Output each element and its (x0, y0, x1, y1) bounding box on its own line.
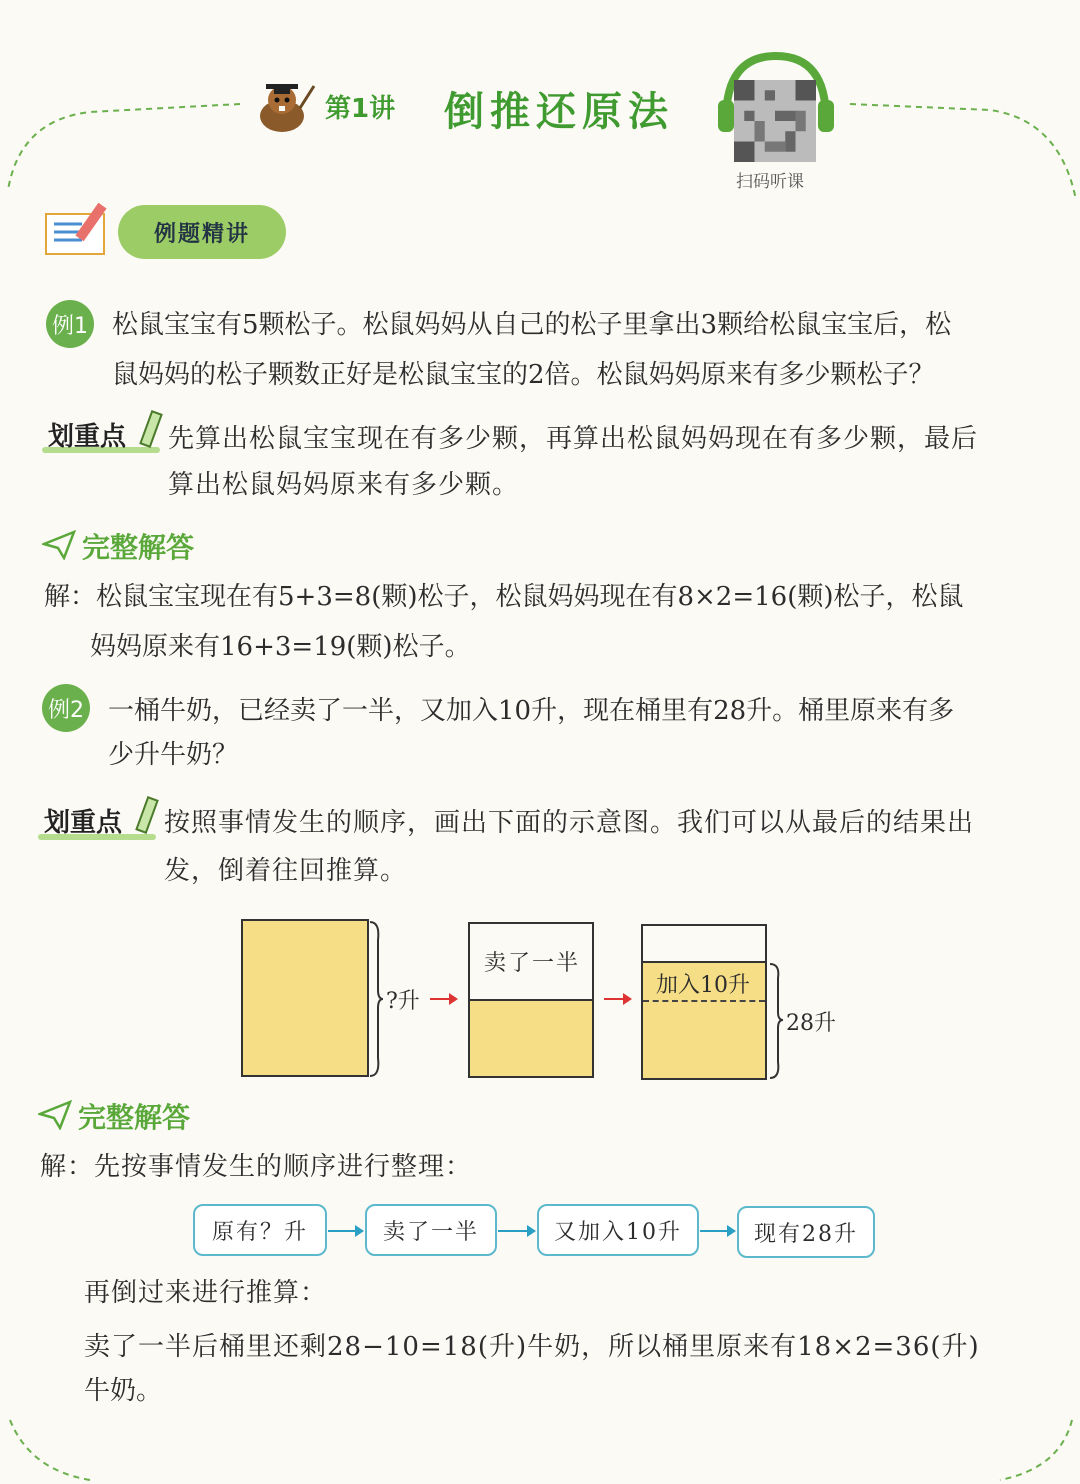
example-2-question-line-2: 少升牛奶？ (108, 740, 239, 770)
key-point-1-line-2: 算出松鼠妈妈原来有多少颗。 (168, 470, 520, 500)
key-point-2-line-2: 发，倒着往回推算。 (164, 856, 408, 886)
paper-plane-icon (38, 1100, 72, 1130)
pencil-icon (132, 794, 162, 842)
half-line (468, 999, 594, 1001)
brace-now (768, 962, 784, 1080)
section-tag (118, 205, 286, 259)
reverse-line-2: 牛奶。 (84, 1376, 163, 1406)
example-1-question-line-1: 松鼠宝宝有5颗松子。松鼠妈妈从自己的松子里拿出3颗给松鼠宝宝后，松 (112, 310, 952, 340)
section-tag-label: 例题精讲 (153, 221, 250, 247)
added-label: 加入10升 (656, 973, 750, 998)
key-point-label-2: 划重点 (44, 808, 123, 838)
example-1-question-line-2: 鼠妈妈的松子颗数正好是松鼠宝宝的2倍。松鼠妈妈原来有多少颗松子？ (112, 360, 935, 390)
key-point-label-1: 划重点 (48, 422, 127, 452)
answer-1-line-1: 解：松鼠宝宝现在有5+3=8(颗)松子，松鼠妈妈现在有8×2=16(颗)松子，松鼠 (44, 582, 964, 612)
answer-heading-2: 完整解答 (78, 1101, 191, 1134)
flow-step-1: 原有？升 (193, 1204, 327, 1256)
flow-arrow-2 (498, 1230, 534, 1232)
paper-plane-icon (42, 530, 76, 560)
added-dashed-line (643, 1000, 765, 1002)
added-line (641, 961, 767, 963)
answer-1-line-2: 妈妈原来有16+3=19(颗)松子。 (90, 632, 471, 662)
answer-2-intro: 解：先按事情发生的顺序进行整理： (40, 1152, 473, 1182)
example-2-question-line-1: 一桶牛奶，已经卖了一半，又加入10升，现在桶里有28升。桶里原来有多 (108, 696, 955, 726)
full-bucket (241, 919, 369, 1077)
arrow-2 (604, 998, 630, 1000)
reverse-line-1: 卖了一半后桶里还剩28−10=18(升)牛奶，所以桶里原来有18×2=36(升) (84, 1332, 980, 1362)
flow-arrow-1 (328, 1230, 362, 1232)
reverse-intro: 再倒过来进行推算： (84, 1278, 328, 1308)
flow-arrow-3 (700, 1230, 734, 1232)
refilled-bucket (641, 924, 767, 1080)
unknown-amount-label: ?升 (386, 989, 420, 1014)
key-point-1-line-1: 先算出松鼠宝宝现在有多少颗，再算出松鼠妈妈现在有多少颗，最后 (168, 424, 979, 454)
example-1-badge: 例1 (46, 300, 94, 348)
brace-unknown (368, 920, 384, 1078)
lecture-number: 第1讲 (325, 94, 396, 124)
notebook-pencil-icon (42, 196, 118, 260)
qr-code-icon[interactable] (734, 80, 816, 162)
now-amount-label: 28升 (786, 1011, 836, 1036)
answer-heading-1: 完整解答 (82, 531, 195, 564)
flow-step-4: 现有28升 (737, 1206, 875, 1258)
arrow-1 (430, 998, 456, 1000)
pencil-icon (136, 408, 166, 456)
key-point-2-line-1: 按照事情发生的顺序，画出下面的示意图。我们可以从最后的结果出 (164, 808, 975, 838)
flow-step-3: 又加入10升 (537, 1204, 699, 1256)
qr-label: 扫码听课 (736, 172, 804, 192)
example-2-badge: 例2 (42, 684, 90, 732)
flow-step-2: 卖了一半 (365, 1204, 497, 1256)
page-title: 倒推还原法 (444, 89, 674, 135)
sold-half-label: 卖了一半 (484, 951, 581, 976)
beaver-mascot-icon (252, 78, 316, 134)
